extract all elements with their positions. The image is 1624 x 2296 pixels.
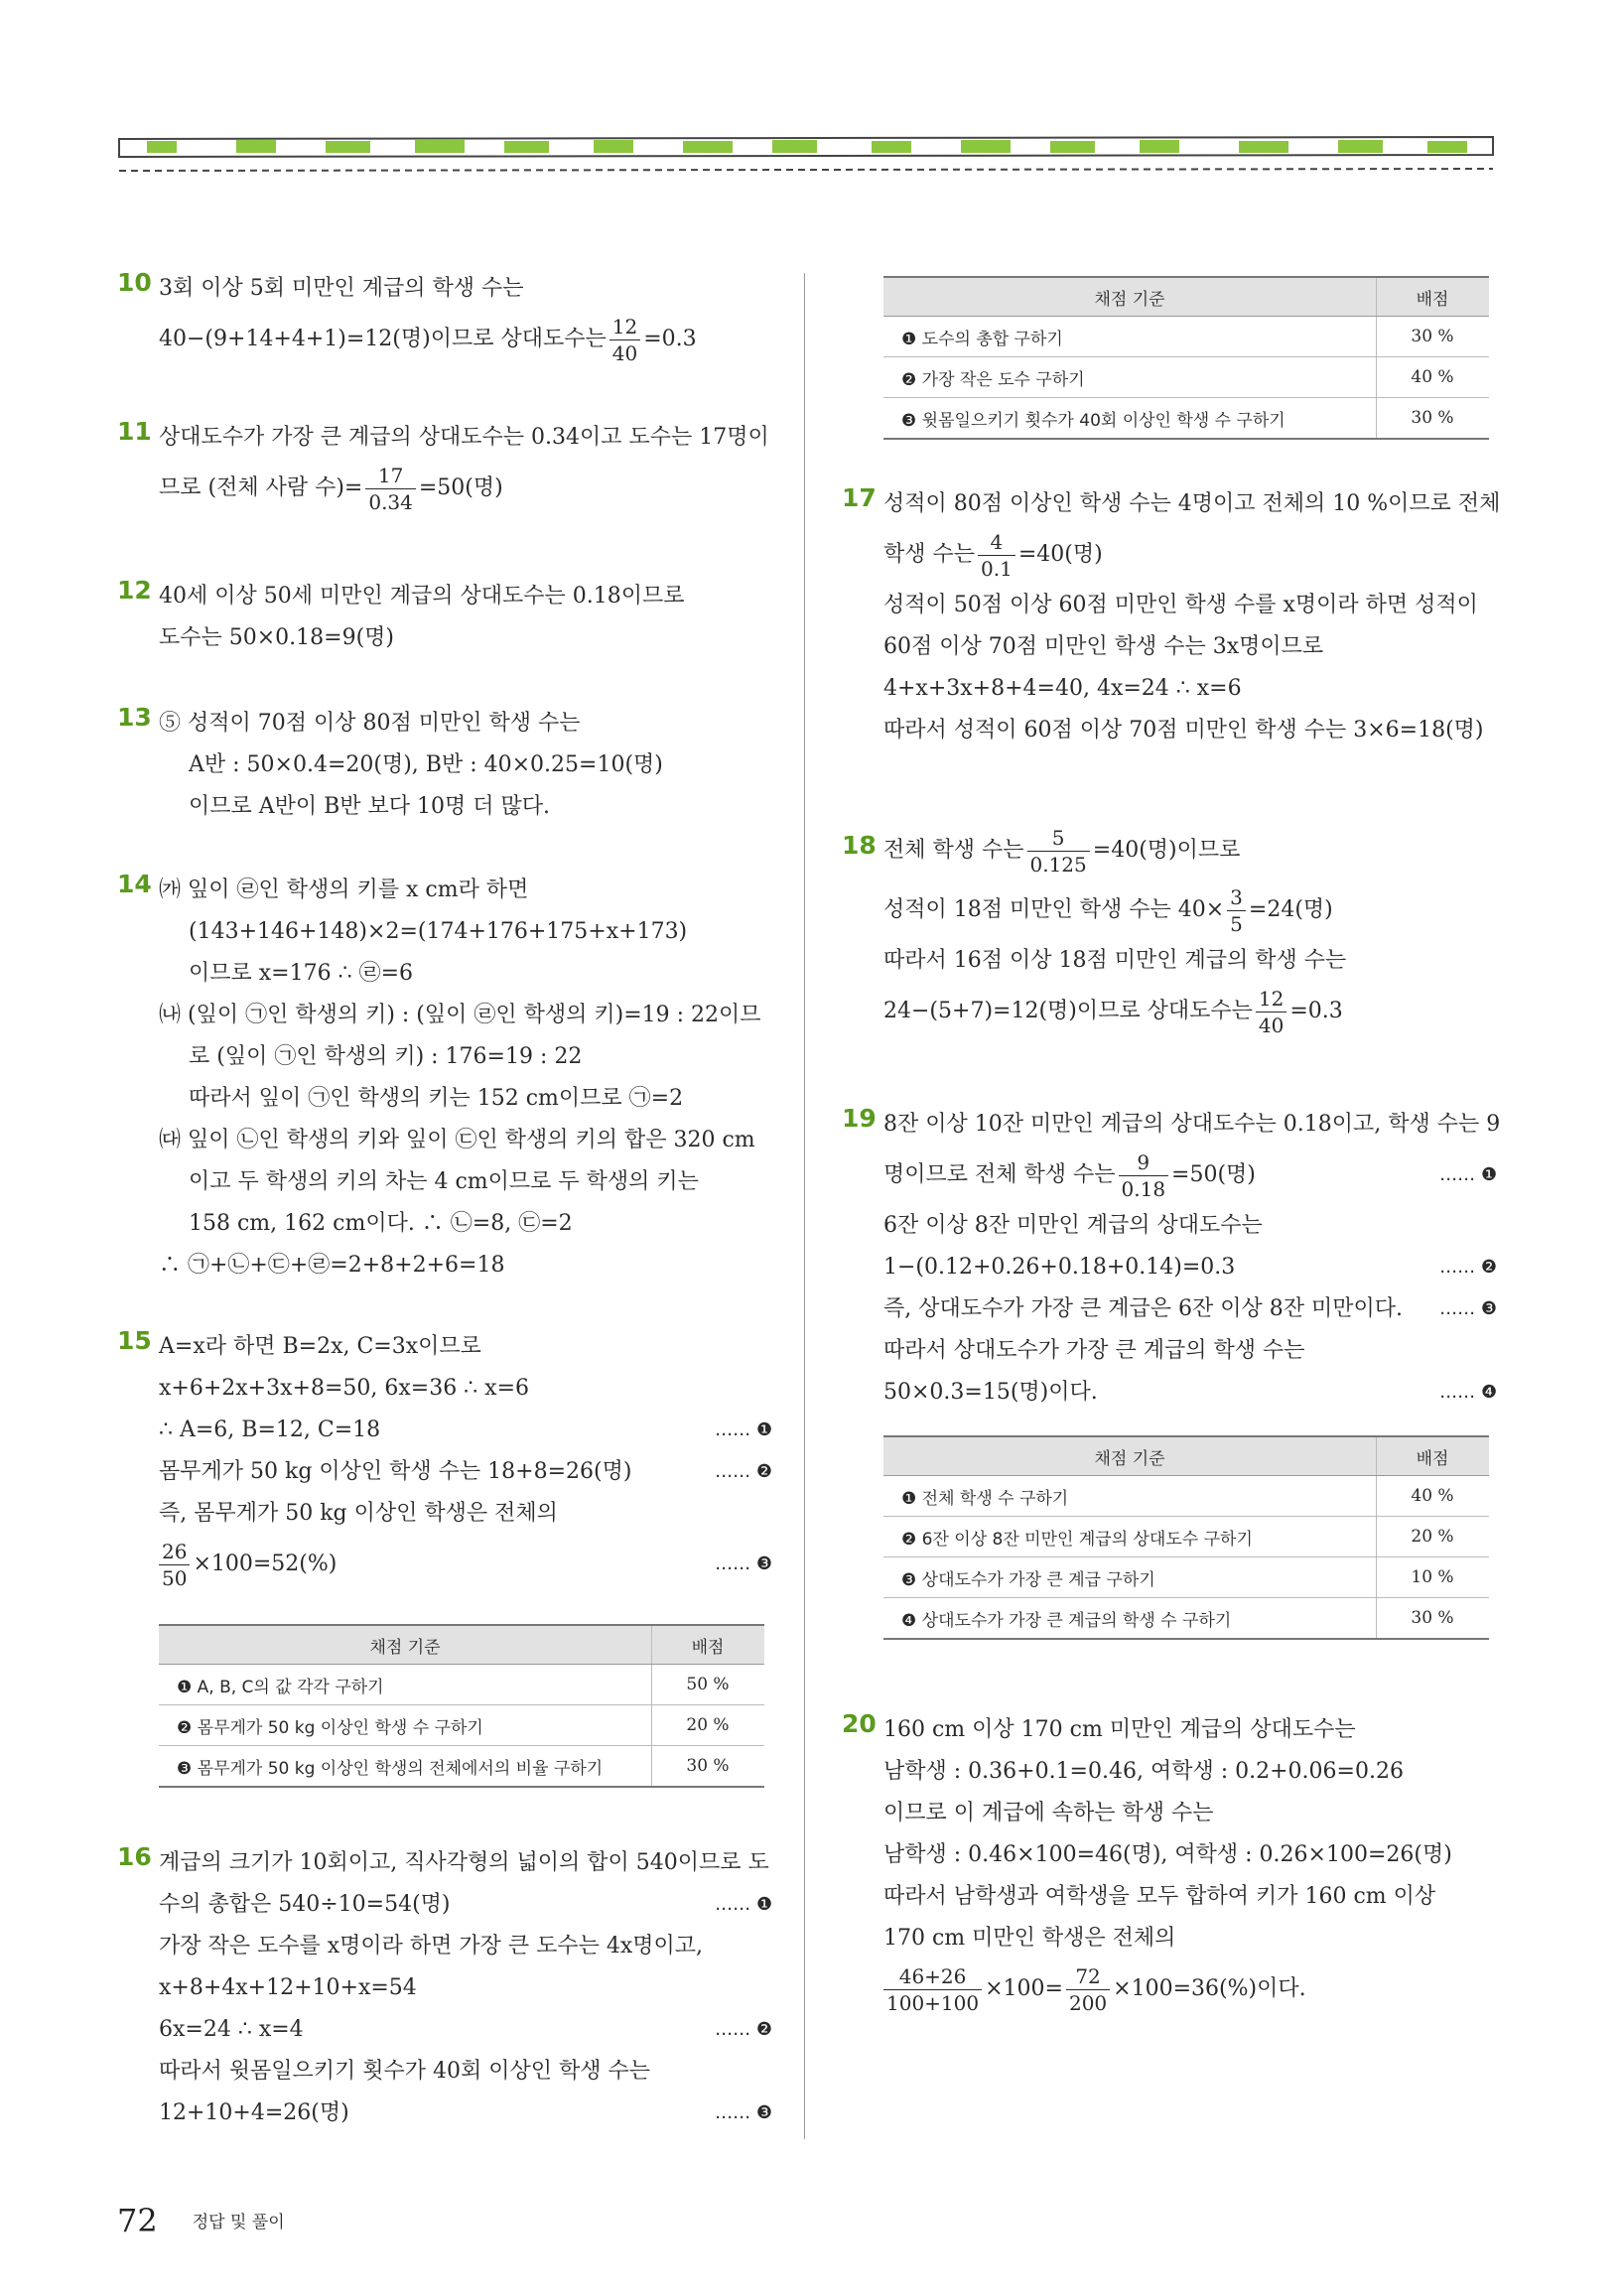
solution-line: 따라서 남학생과 여학생을 모두 합하여 키가 160 cm 이상 <box>883 1884 1436 1909</box>
problem-number: 11 <box>117 417 152 446</box>
solution-line <box>883 982 1497 1041</box>
fraction <box>1227 884 1246 937</box>
step-marker: …… ❷ <box>715 2019 772 2040</box>
solution-line: ∴ ㉠+㉡+㉢+㉣=2+8+2+6=18 <box>159 1253 505 1278</box>
text: =24(명) <box>1248 897 1333 922</box>
table-header: 배점 <box>652 1625 765 1665</box>
text: =0.3 <box>643 327 697 351</box>
numerator: 72 <box>1066 1963 1110 1990</box>
solution-line: 4+x+3x+8+4=40, 4x=24 ∴ x=6 <box>883 676 1242 701</box>
fraction <box>978 529 1015 582</box>
criterion: ❸ 윗몸일으키기 횟수가 40회 이상인 학생 수 구하기 <box>883 398 1377 440</box>
text: =40(명)이므로 <box>1092 838 1241 863</box>
problem-number: 16 <box>117 1842 152 1871</box>
grading-table <box>883 276 1489 440</box>
solution-line <box>159 310 772 369</box>
solution-line: ⑤ 성적이 70점 이상 80점 미만인 학생 수는 <box>159 711 581 736</box>
criterion: ❶ 도수의 총합 구하기 <box>883 317 1377 357</box>
problem-number: 14 <box>117 870 152 898</box>
fraction <box>365 463 416 515</box>
criterion: ❷ 가장 작은 도수 구하기 <box>883 357 1377 398</box>
text: =50(명) <box>418 475 503 500</box>
solution-line <box>159 1410 772 1451</box>
solution-line <box>883 525 1497 585</box>
problem-18 <box>842 821 1497 1104</box>
solution-line <box>159 1535 772 1594</box>
solution-line: ㈐ 잎이 ㉡인 학생의 키와 잎이 ㉢인 학생의 키의 합은 320 cm <box>159 1128 755 1152</box>
fraction <box>1119 1149 1169 1202</box>
grading-table <box>883 1435 1489 1640</box>
solution-line: x+8+4x+12+10+x=54 <box>159 1975 417 2000</box>
problem-number: 15 <box>117 1326 152 1355</box>
solution-line: 남학생 : 0.46×100=46(명), 여학생 : 0.26×100=26(명) <box>883 1842 1452 1867</box>
table-row <box>883 398 1489 440</box>
table-row <box>159 1665 764 1705</box>
text: ×100=52(%) <box>193 1552 338 1576</box>
step-marker: …… ❷ <box>1439 1257 1497 1278</box>
page-label: 정답 및 풀이 <box>192 2213 285 2232</box>
text: 1−(0.12+0.26+0.18+0.14)=0.3 <box>883 1255 1236 1280</box>
text: 성적이 18점 미만인 학생 수는 40× <box>883 897 1225 922</box>
table-row <box>883 1557 1489 1598</box>
score: 50 % <box>652 1665 765 1705</box>
problem-15 <box>117 1326 772 1842</box>
solution-line: ㈏ (잎이 ㉠인 학생의 키) : (잎이 ㉣인 학생의 키)=19 : 22이므 <box>159 1003 761 1027</box>
problem-number: 10 <box>117 268 152 297</box>
text: 므로 (전체 사람 수)= <box>159 475 363 500</box>
solution-line: 남학생 : 0.36+0.1=0.46, 여학생 : 0.2+0.06=0.26 <box>883 1759 1404 1784</box>
step-marker: …… ❶ <box>715 1419 772 1440</box>
solution-line: 8잔 이상 10잔 미만인 계급의 상대도수는 0.18이고, 학생 수는 9 <box>883 1112 1501 1137</box>
score: 30 % <box>1377 398 1490 440</box>
fraction <box>1256 986 1286 1038</box>
problem-number: 17 <box>842 483 877 512</box>
solution-line: 로 (잎이 ㉠인 학생의 키) : 176=19 : 22 <box>189 1044 583 1069</box>
denominator: 0.125 <box>1029 852 1087 877</box>
problem-number: 20 <box>842 1709 877 1738</box>
table-row <box>883 1598 1489 1640</box>
numerator: 5 <box>1027 825 1090 852</box>
numerator: 4 <box>978 529 1015 556</box>
score: 40 % <box>1377 357 1490 398</box>
text: 12+10+4=26(명) <box>159 2100 349 2125</box>
text: 40−(9+14+4+1)=12(명)이므로 상대도수는 <box>159 327 607 351</box>
solution-line: 도수는 50×0.18=9(명) <box>159 625 395 650</box>
solution-line <box>883 1288 1497 1330</box>
denominator: 40 <box>1258 1013 1285 1037</box>
solution-line: 이므로 이 계급에 속하는 학생 수는 <box>883 1801 1214 1825</box>
table-header: 채점 기준 <box>883 1436 1377 1476</box>
table-row <box>883 1476 1489 1517</box>
problem-14 <box>117 870 772 1326</box>
solution-line <box>883 1372 1497 1414</box>
column-divider <box>804 273 805 2139</box>
fraction <box>1027 825 1090 878</box>
solution-line <box>883 1146 1497 1205</box>
denominator: 5 <box>1230 911 1243 936</box>
criterion: ❸ 몸무게가 50 kg 이상인 학생의 전체에서의 비율 구하기 <box>159 1746 652 1788</box>
solution-line: A=x라 하면 B=2x, C=3x이므로 <box>159 1334 481 1359</box>
text: ×100= <box>985 1976 1063 2001</box>
step-marker: …… ❸ <box>1439 1298 1497 1319</box>
table-header: 채점 기준 <box>883 277 1377 317</box>
solution-line <box>883 1247 1497 1288</box>
problem-16 <box>117 1842 772 2134</box>
solution-line: 40세 이상 50세 미만인 계급의 상대도수는 0.18이므로 <box>159 584 685 608</box>
text: 학생 수는 <box>883 542 976 567</box>
text: 수의 총합은 540÷10=54(명) <box>159 1892 451 1917</box>
problem-17 <box>842 483 1501 821</box>
solution-line: 158 cm, 162 cm이다. ∴ ㉡=8, ㉢=2 <box>189 1211 573 1236</box>
solution-line: 상대도수가 가장 큰 계급의 상대도수는 0.34이고 도수는 17명이 <box>159 425 769 450</box>
score: 10 % <box>1377 1557 1490 1598</box>
table-header: 배점 <box>1377 277 1490 317</box>
solution-line: 따라서 윗몸일으키기 횟수가 40회 이상인 학생 수는 <box>159 2059 650 2084</box>
text: 전체 학생 수는 <box>883 838 1024 863</box>
solution-line <box>883 880 1497 940</box>
solution-line <box>159 1884 772 1926</box>
solution-line: 따라서 잎이 ㉠인 학생의 키는 152 cm이므로 ㉠=2 <box>189 1086 684 1111</box>
solution-line <box>159 2093 772 2134</box>
score: 30 % <box>1377 1598 1490 1640</box>
page-number: 72 <box>117 2202 158 2239</box>
solution-line: 160 cm 이상 170 cm 미만인 계급의 상대도수는 <box>883 1717 1356 1742</box>
text: =40(명) <box>1017 542 1103 567</box>
table-row <box>883 357 1489 398</box>
solution-line <box>159 1451 772 1493</box>
solution-line: x+6+2x+3x+8=50, 6x=36 ∴ x=6 <box>159 1376 530 1401</box>
numerator: 46+26 <box>883 1963 982 1990</box>
numerator: 12 <box>609 314 640 340</box>
text: ×100=36(%)이다. <box>1113 1976 1306 2001</box>
fraction <box>1066 1963 1110 2016</box>
problem-19 <box>842 1104 1501 1689</box>
criterion: ❸ 상대도수가 가장 큰 계급 구하기 <box>883 1557 1377 1598</box>
text: 50×0.3=15(명)이다. <box>883 1380 1098 1405</box>
fraction <box>609 314 640 366</box>
table-row <box>883 1517 1489 1557</box>
solution-line: 60점 이상 70점 미만인 학생 수는 3x명이므로 <box>883 634 1324 659</box>
solution-line <box>159 459 772 518</box>
criterion: ❶ A, B, C의 값 각각 구하기 <box>159 1665 652 1705</box>
score: 30 % <box>1377 317 1490 357</box>
denominator: 0.1 <box>981 556 1013 581</box>
denominator: 50 <box>162 1565 188 1590</box>
solution-line: 성적이 50점 이상 60점 미만인 학생 수를 x명이라 하면 성적이 <box>883 593 1478 617</box>
solution-line: 이므로 A반이 B반 보다 10명 더 많다. <box>189 794 551 819</box>
denominator: 100+100 <box>886 1990 980 2015</box>
criterion: ❶ 전체 학생 수 구하기 <box>883 1476 1377 1517</box>
solution-line: 이므로 x=176 ∴ ㉣=6 <box>189 961 413 986</box>
text: 24−(5+7)=12(명)이므로 상대도수는 <box>883 999 1253 1023</box>
numerator: 9 <box>1119 1149 1169 1176</box>
text: 즉, 상대도수가 가장 큰 계급은 6잔 이상 8잔 미만이다. <box>883 1296 1403 1321</box>
table-header: 채점 기준 <box>159 1625 652 1665</box>
solution-line: 계급의 크기가 10회이고, 직사각형의 넓이의 합이 540이므로 도 <box>159 1850 769 1875</box>
problem-10 <box>117 268 772 417</box>
problem-number: 12 <box>117 576 152 605</box>
step-marker: …… ❹ <box>1439 1382 1497 1403</box>
left-column <box>117 268 772 2134</box>
solution-line: 6잔 이상 8잔 미만인 계급의 상대도수는 <box>883 1213 1263 1238</box>
score: 20 % <box>1377 1517 1490 1557</box>
score: 30 % <box>652 1746 765 1788</box>
solution-line: ㈎ 잎이 ㉣인 학생의 키를 x cm라 하면 <box>159 878 529 902</box>
fraction <box>883 1963 982 2016</box>
numerator: 17 <box>365 463 416 489</box>
text: 6x=24 ∴ x=4 <box>159 2017 304 2042</box>
step-marker: …… ❶ <box>715 1894 772 1915</box>
table-row <box>883 317 1489 357</box>
solution-line: 성적이 80점 이상인 학생 수는 4명이고 전체의 10 %이므로 전체 <box>883 491 1501 516</box>
solution-line: 이고 두 학생의 키의 차는 4 cm이므로 두 학생의 키는 <box>189 1169 699 1194</box>
solution-line: 따라서 성적이 60점 이상 70점 미만인 학생 수는 3×6=18(명) <box>883 718 1484 743</box>
header-decoration <box>117 131 1495 187</box>
denominator: 200 <box>1068 1990 1108 2015</box>
fraction <box>159 1539 190 1591</box>
solution-line: A반 : 50×0.4=20(명), B반 : 40×0.25=10(명) <box>189 752 663 777</box>
right-column <box>842 276 1501 2019</box>
problem-number: 18 <box>842 831 877 860</box>
denominator: 0.18 <box>1121 1176 1166 1201</box>
numerator: 26 <box>159 1539 190 1565</box>
criterion: ❷ 6잔 이상 8잔 미만인 계급의 상대도수 구하기 <box>883 1517 1377 1557</box>
text: ∴ A=6, B=12, C=18 <box>159 1418 381 1442</box>
criterion: ❹ 상대도수가 가장 큰 계급의 학생 수 구하기 <box>883 1598 1377 1640</box>
text: 몸무게가 50 kg 이상인 학생 수는 18+8=26(명) <box>159 1459 632 1484</box>
score: 40 % <box>1377 1476 1490 1517</box>
solution-line: 따라서 상대도수가 가장 큰 계급의 학생 수는 <box>883 1338 1305 1363</box>
step-marker: …… ❸ <box>715 2102 772 2123</box>
text: =50(명) <box>1171 1162 1256 1187</box>
text: =0.3 <box>1289 999 1343 1023</box>
solution-line: (143+146+148)×2=(174+176+175+x+173) <box>189 919 688 944</box>
denominator: 40 <box>611 340 638 365</box>
step-marker: …… ❷ <box>715 1461 772 1482</box>
solution-line <box>883 1959 1497 2019</box>
numerator: 3 <box>1227 884 1246 911</box>
problem-number: 13 <box>117 703 152 732</box>
problem-20 <box>842 1709 1497 2019</box>
solution-line: 170 cm 미만인 학생은 전체의 <box>883 1926 1176 1951</box>
solution-line: 따라서 16점 이상 18점 미만인 계급의 학생 수는 <box>883 948 1347 973</box>
table-header: 배점 <box>1377 1436 1490 1476</box>
table-row <box>159 1746 764 1788</box>
step-marker: …… ❶ <box>1439 1164 1497 1185</box>
grading-table <box>159 1624 764 1788</box>
table-row <box>159 1705 764 1746</box>
criterion: ❷ 몸무게가 50 kg 이상인 학생 수 구하기 <box>159 1705 652 1746</box>
numerator: 12 <box>1256 986 1286 1013</box>
problem-13 <box>117 703 772 870</box>
problem-12 <box>117 576 772 703</box>
solution-line: 가장 작은 도수를 x명이라 하면 가장 큰 도수는 4x명이고, <box>159 1934 704 1958</box>
text: 명이므로 전체 학생 수는 <box>883 1162 1116 1187</box>
page-footer <box>117 2202 285 2239</box>
solution-line: 3회 이상 5회 미만인 계급의 학생 수는 <box>159 276 524 301</box>
problem-11 <box>117 417 772 576</box>
step-marker: …… ❸ <box>715 1553 772 1574</box>
score: 20 % <box>652 1705 765 1746</box>
solution-line <box>883 821 1497 880</box>
solution-line <box>159 2009 772 2051</box>
denominator: 0.34 <box>368 489 413 514</box>
problem-number: 19 <box>842 1104 877 1133</box>
solution-line: 즉, 몸무게가 50 kg 이상인 학생은 전체의 <box>159 1501 558 1526</box>
